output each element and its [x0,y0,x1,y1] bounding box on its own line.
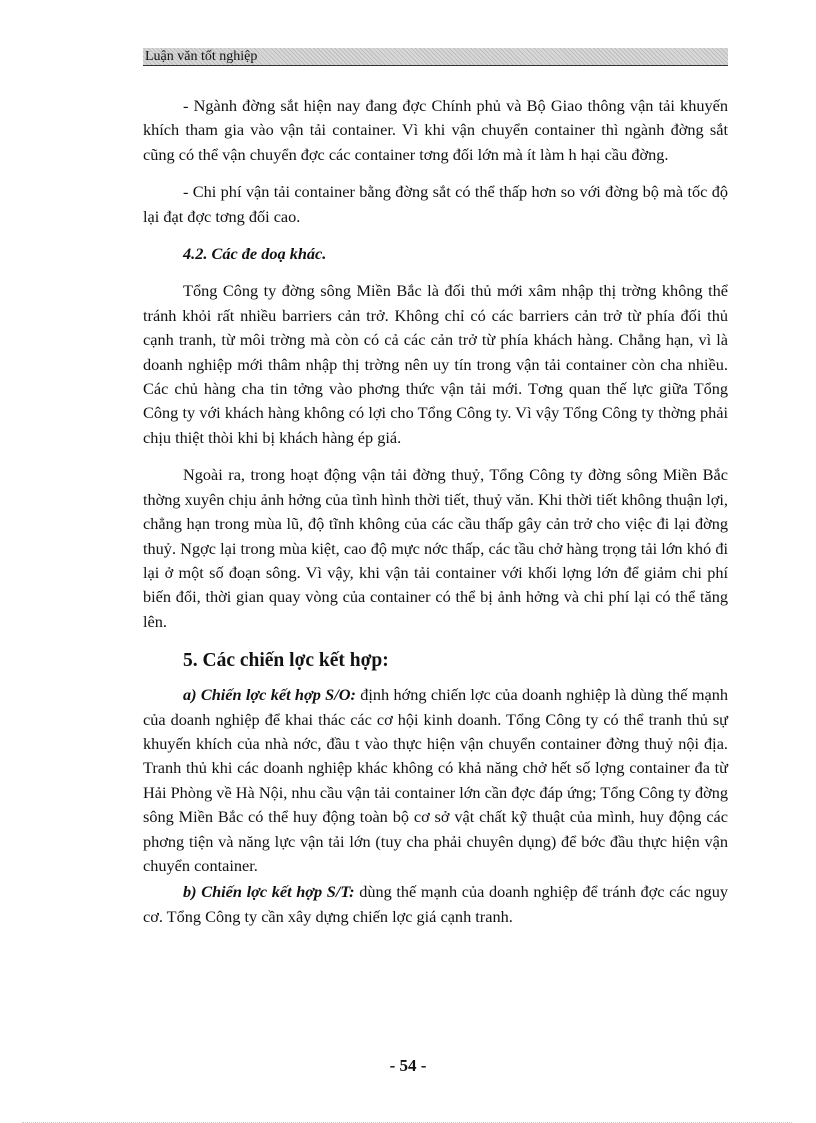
paragraph-strategy-st [143,880,728,929]
header-title: Luận văn tốt nghiệp [145,49,258,64]
subheading-other-threats: 4.2. Các đe doạ khác. [183,244,327,264]
section-title-strategies: 5. Các chiến lợc kết hợp: [183,650,389,672]
strategy-st-text: dùng thế mạnh của doanh nghiệp để tránh đợc các nguy cơ. Tổng Công ty cần xây dựng chiến lợc giá cạnh tranh. [143,882,728,926]
paragraph-new-entrant-barriers: Tổng Công ty đờng sông Miền Bắc là đối thủ mới xâm nhập thị trờng không thể tránh khỏi rất nhiều barriers cản trở. Không chỉ có các barriers cản trở từ phía đối thủ cạnh tranh, từ môi trờng mà còn có cả các cản trở từ phía khách hàng. Chẳng hạn, vì là doanh nghiệp mới thâm nhập thị trờng nên uy tín trong vận tải container còn cha nhiều. Các chủ hàng cha tin tởng vào phơng thức vận tải mới. Tơng quan thế lực giữa Tổng Công ty với khách hàng không có lợi cho Tổng Công ty. Vì vậy Tổng Công ty thờng phải chịu thiệt thòi khi bị khách hàng ép giá. [143,281,728,447]
page-content [143,94,728,942]
running-header [143,48,728,66]
paragraph-railway-cost: - Chi phí vận tải container bằng đờng sắt có thể thấp hơn so với đờng bộ mà tốc độ lại đạt đợc tơng đối cao. [143,182,728,226]
strategy-so-text: định hớng chiến lợc của doanh nghiệp là dùng thế mạnh của doanh nghiệp để khai thác các cơ hội kinh doanh. Tổng Công ty có thể tranh thủ sự khuyến khích của nhà nớc, đầu t vào thực hiện vận chuyển container đờng thuỷ nội địa. Tranh thủ khi các doanh nghiệp khác không có khả năng chở hết số lợng container đa từ Hải Phòng về Hà Nội, nhu cầu vận tải container lớn cần đợc đáp ứng; Tổng Công ty đờng sông Miền Bắc có thể huy động toàn bộ cơ sở vật chất kỹ thuật của mình, huy động các phơng tiện và năng lực vận tải lớn (tuy cha phải chuyên dụng) để bớc đầu thực hiện vận chuyển container. [143,685,729,875]
paragraph-strategy-so [143,683,728,878]
strategy-st-lead: b) Chiến lợc kết hợp S/T: [183,882,355,902]
paragraph-weather-hydrology: Ngoài ra, trong hoạt động vận tải đờng thuỷ, Tổng Công ty đờng sông Miền Bắc thờng xuyên chịu ảnh hởng của tình hình thời tiết, thuỷ văn. Khi thời tiết không thuận lợi, chẳng hạn trong mùa lũ, độ tĩnh không của các cầu thấp gây cản trở cho việc đi lại đờng thuỷ. Ngợc lại trong mùa kiệt, cao độ mực nớc thấp, các tầu chở hàng trọng tải lớn khó đi lại ở một số đoạn sông. Vì vậy, khi vận tải container với khối lợng lớn để giảm chi phí biến đổi, thời gian quay vòng của container có thể bị ảnh hởng và chi phí lại có thể tăng lên. [143,465,728,631]
strategy-so-lead: a) Chiến lợc kết hợp S/O: [183,685,356,705]
paragraph-railway-support: - Ngành đờng sắt hiện nay đang đợc Chính phủ và Bộ Giao thông vận tải khuyến khích tham gia vào vận tải container. Vì khi vận chuyển container thì ngành đờng sắt cũng có thể vận chuyển đợc các container tơng đối lớn mà ít làm h hại cầu đờng. [143,96,728,164]
page-number: - 54 - [389,1056,427,1075]
